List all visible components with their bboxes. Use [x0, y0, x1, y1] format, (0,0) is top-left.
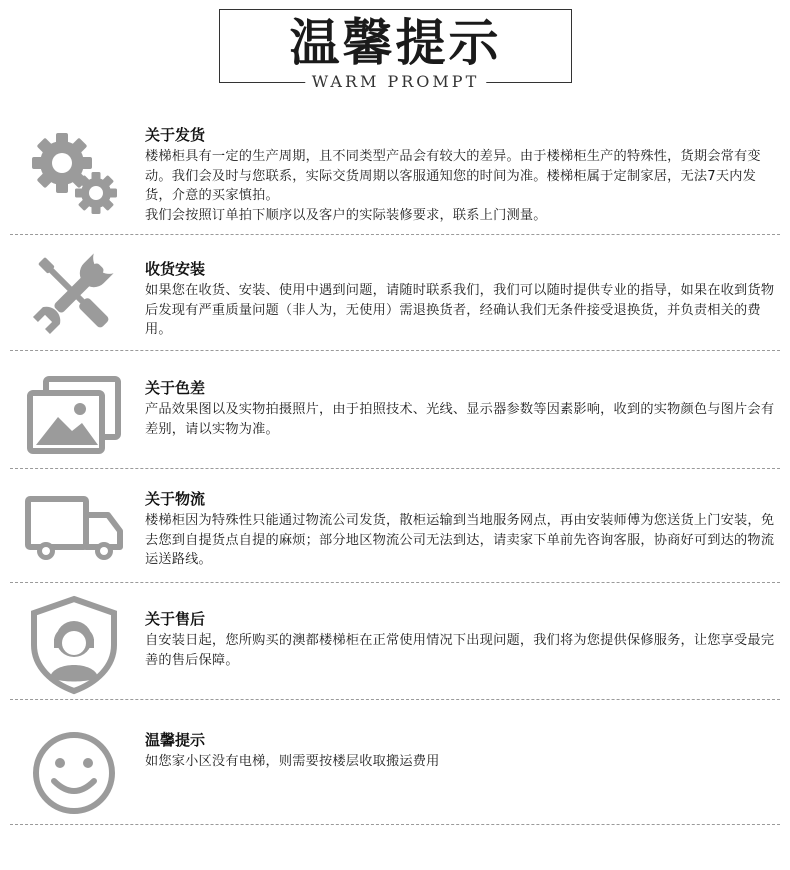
section-paragraph: 自安装日起，您所购买的澳都楼梯柜在正常使用情况下出现问题，我们将为您提供保修服务，让您享受最完善的售后保障。 [145, 633, 775, 668]
section-title: 关于发货 [145, 126, 206, 144]
section-paragraph: 如您家小区没有电梯，则需要按楼层收取搬运费用 [145, 754, 440, 769]
page-title: 温馨提示 [289, 14, 502, 72]
section-title: 收货安装 [145, 260, 206, 278]
section-paragraph: 我们会按照订单拍下顺序以及客户的实际装修要求，联系上门测量。 [145, 207, 547, 223]
section-after-sales [10, 583, 780, 700]
section-logistics [10, 469, 780, 583]
section-color-difference [10, 351, 780, 469]
section-title: 温馨提示 [145, 731, 206, 749]
shield-support-icon [24, 595, 124, 695]
section-title: 关于色差 [145, 379, 206, 397]
section-warm-tip [10, 700, 780, 825]
section-paragraph: 楼梯柜因为特殊性只能通过物流公司发货，散柜运输到当地服务网点，再由安装师傅为您送货上门安装，免去您到自提货点自提的麻烦；部分地区物流公司无法到达，请卖家下单前先咨询客服，协商好可到达的物流运送路线。 [145, 513, 775, 568]
section-paragraph: 产品效果图以及实物拍摄照片，由于拍照技术、光线、显示器参数等因素影响，收到的实物颜色与图片会有差别，请以实物为准。 [145, 402, 775, 437]
wrench-screwdriver-icon [24, 243, 124, 343]
truck-icon [24, 477, 124, 577]
header-frame [219, 9, 572, 91]
section-installation [10, 235, 780, 351]
section-title: 关于物流 [145, 490, 206, 508]
section-shipping [10, 118, 780, 235]
section-title: 关于售后 [145, 610, 206, 628]
photos-icon [24, 363, 124, 463]
smiley-icon [24, 723, 124, 823]
page-subtitle: WARM PROMPT [305, 73, 486, 91]
gears-icon [24, 125, 124, 225]
section-paragraph: 楼梯柜具有一定的生产周期，且不同类型产品会有较大的差异。由于楼梯柜生产的特殊性，货期会常有变动。我们会及时与您联系，实际交货周期以客服通知您的时间为准。楼梯柜属于定制家居，无法7天内发货，介意的买家慎拍。 [145, 149, 761, 204]
section-paragraph: 如果您在收货、安装、使用中遇到问题，请随时联系我们，我们可以随时提供专业的指导，如果在收到货物后发现有严重质量问题（非人为，无使用）需退换货者，经确认我们无条件接受退换货，并负责相关的费用。 [145, 283, 775, 338]
